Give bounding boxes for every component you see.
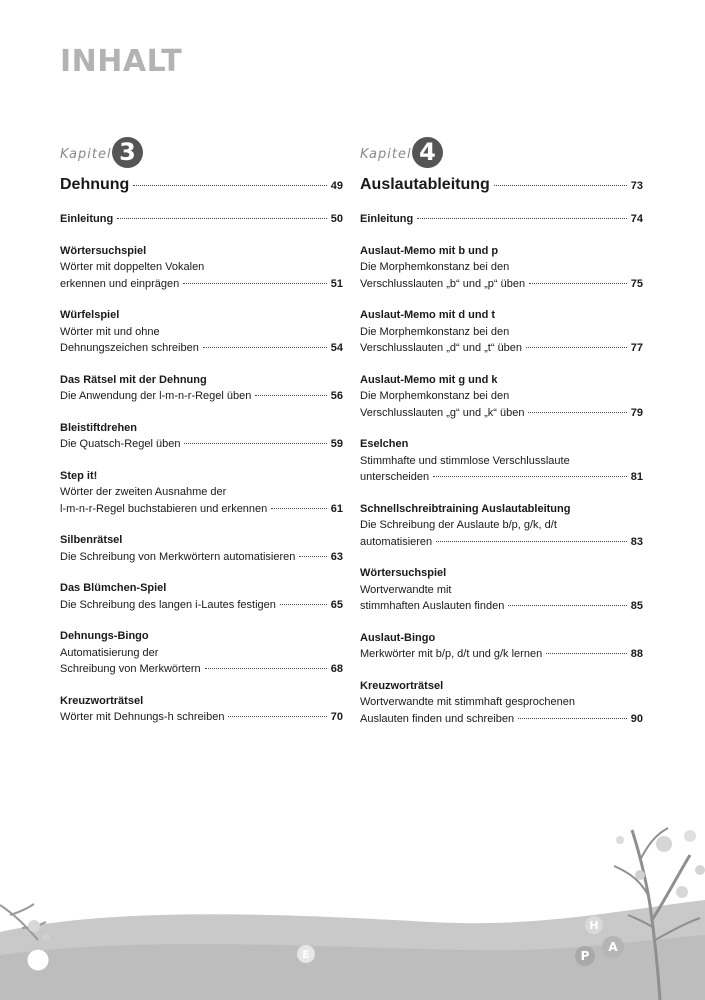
toc-entry-title: Auslaut-Memo mit b und p [360, 244, 499, 257]
toc-entry-description: Wörter mit und ohne [60, 325, 160, 338]
toc-entry[interactable] [60, 628, 343, 678]
toc-entry-title: Einleitung [60, 213, 114, 225]
toc-entry-last-line [60, 388, 343, 405]
leaf-dot [656, 836, 672, 852]
page-number: 51 [330, 277, 343, 290]
toc-entry[interactable] [60, 243, 343, 293]
toc-entry-title: Dehnungs-Bingo [60, 630, 149, 642]
toc-entries [60, 211, 343, 726]
toc-entry-title: Eselchen [360, 438, 409, 450]
page-number: 75 [630, 277, 643, 290]
toc-entry[interactable] [360, 501, 643, 551]
page-number: 54 [330, 342, 343, 354]
page-number: 81 [630, 471, 643, 483]
toc-entry[interactable] [360, 211, 643, 228]
toc-entry-description: Schreibung von Merkwörtern [60, 663, 201, 675]
toc-entry-description: Wörter mit Dehnungs-h schreiben [60, 711, 225, 723]
toc-entry-description: Auslauten finden und schreiben [360, 712, 515, 725]
page-number: 74 [630, 213, 643, 225]
toc-entry-description: Die Anwendung der l-m-n-r-Regel üben [60, 390, 252, 402]
toc-entry-description: Die Schreibung des langen i-Lautes festigen [60, 598, 276, 611]
toc-entry-description: Wortverwandte mit [360, 583, 452, 596]
toc-entries [360, 211, 643, 727]
leaf-dot [676, 886, 688, 898]
leader-dots [184, 442, 326, 444]
toc-entry[interactable] [60, 580, 343, 613]
toc-entry-title: Auslaut-Memo mit g und k [360, 373, 498, 386]
leaf-dot [27, 949, 49, 971]
toc-entry-title: Wörtersuchspiel [360, 567, 447, 579]
toc-entry-title: Kreuzworträtsel [60, 694, 144, 707]
toc-entry-title: Einleitung [360, 213, 414, 225]
toc-entry-last-line [60, 709, 343, 726]
page-title: INHALT [60, 44, 183, 79]
chapter-title-row[interactable] [60, 176, 343, 194]
leaf-dot [42, 933, 50, 941]
toc-entry-title-row [360, 211, 643, 228]
toc-entry-last-line [60, 549, 343, 566]
leader-dots [133, 184, 326, 186]
toc-entry-description: Verschlusslauten „d“ und „t“ üben [360, 342, 523, 354]
toc-entry-title: Wörtersuchspiel [60, 244, 147, 257]
chapter-badge [60, 137, 343, 171]
toc-entry-last-line [60, 597, 343, 614]
toc-entry-last-line [360, 276, 643, 293]
leader-dots [546, 652, 627, 654]
footer-illustration [0, 800, 705, 1000]
leader-dots [255, 394, 326, 396]
toc-entry[interactable] [60, 532, 343, 565]
letter-p: P [580, 949, 590, 963]
page-number: 59 [330, 438, 343, 450]
toc-entry[interactable] [360, 307, 643, 357]
toc-entry-description: stimmhaften Auslauten finden [360, 600, 505, 612]
letter-e: E [302, 948, 310, 961]
toc-entry-title-row [60, 211, 343, 228]
leader-dots [271, 507, 326, 509]
letter-bubble-h [585, 916, 603, 934]
toc-entry-title: Silbenrätsel [60, 534, 123, 546]
toc-entry-last-line [360, 598, 643, 615]
toc-column-right [360, 137, 643, 727]
toc-entry-title: Auslaut-Bingo [360, 631, 436, 644]
toc-entry-description: Merkwörter mit b/p, d/t und g/k lernen [360, 648, 543, 660]
leaf-dot [635, 870, 645, 880]
page-number: 85 [630, 600, 643, 612]
letter-bubble-a [602, 936, 624, 958]
toc-entry-last-line [60, 661, 343, 678]
leader-dots [280, 603, 327, 605]
toc-entry-description: Wortverwandte mit stimmhaft gesprochenen [360, 696, 575, 708]
toc-entry-description: automatisieren [360, 535, 433, 548]
leader-dots [205, 667, 327, 669]
leader-dots [528, 411, 626, 413]
letter-bubble-p [575, 946, 595, 966]
chapter-badge [360, 137, 643, 171]
chapter-title: Auslautableitung [360, 176, 490, 193]
chapter-title-row[interactable] [360, 176, 643, 194]
toc-entry-description: Die Quatsch-Regel üben [60, 438, 181, 450]
leader-dots [436, 540, 627, 542]
toc-entry-description: Die Morphemkonstanz bei den [360, 325, 510, 338]
toc-entry-last-line [360, 711, 643, 728]
leaf-dot [695, 865, 705, 875]
toc-entry-last-line [360, 646, 643, 663]
toc-entry-description: l-m-n-r-Regel buchstabieren und erkennen [60, 502, 268, 515]
chapter-title: Dehnung [60, 176, 130, 193]
toc-entry-description: Automatisierung der [60, 646, 159, 659]
toc-entry[interactable] [60, 468, 343, 518]
toc-entry-last-line [360, 340, 643, 357]
leader-dots [417, 217, 627, 219]
toc-entry-description: Die Schreibung von Merkwörtern automatisieren [60, 550, 296, 563]
toc-entry[interactable] [360, 243, 643, 293]
leader-dots [203, 346, 327, 348]
toc-entry-title: Das Blümchen-Spiel [60, 582, 167, 594]
toc-column-left [60, 137, 343, 726]
page-number: 61 [330, 502, 343, 515]
leader-dots [494, 184, 627, 186]
toc-entry-last-line [360, 469, 643, 486]
toc-entry-title: Bleistiftdrehen [60, 421, 138, 434]
page-number: 88 [630, 648, 643, 660]
letter-bubble-e [297, 945, 315, 963]
chapter-label: Kapitel [60, 147, 112, 162]
leader-dots [518, 717, 627, 719]
toc-entry[interactable] [360, 630, 643, 663]
leader-dots [183, 282, 326, 284]
toc-entry-title: Das Rätsel mit der Dehnung [60, 373, 207, 386]
toc-entry-description: Die Morphemkonstanz bei den [360, 390, 510, 402]
page-number: 56 [330, 390, 343, 402]
toc-entry[interactable] [360, 372, 643, 422]
toc-entry-last-line [60, 276, 343, 293]
toc-entry-description: Die Morphemkonstanz bei den [360, 261, 510, 273]
page-number: 77 [630, 342, 643, 354]
toc-entry[interactable] [60, 420, 343, 453]
toc-entry-description: Stimmhafte und stimmlose Verschlusslaute [360, 454, 570, 467]
page-number: 79 [630, 406, 643, 419]
page-number: 50 [330, 213, 343, 225]
page-number: 63 [330, 550, 343, 563]
toc-entry-description: Die Schreibung der Auslaute b/p, g/k, d/t [360, 519, 557, 531]
toc-entry-last-line [360, 534, 643, 551]
page-number: 68 [330, 663, 343, 675]
toc-entry-title: Schnellschreibtraining Auslautableitung [360, 502, 571, 515]
toc-entry-title: Step it! [60, 469, 98, 482]
letter-h: H [589, 919, 599, 932]
toc-entry-description: unterscheiden [360, 471, 430, 483]
toc-entry-last-line [60, 436, 343, 453]
toc-entry-description: Verschlusslauten „b“ und „p“ üben [360, 277, 526, 290]
chapter-number: 3 [112, 137, 143, 168]
leaf-dot [616, 836, 624, 844]
leader-dots [433, 475, 627, 477]
toc-entry-last-line [60, 501, 343, 518]
toc-entry[interactable] [60, 693, 343, 726]
toc-entry[interactable] [60, 211, 343, 228]
page-number: 49 [330, 180, 343, 192]
toc-entry[interactable] [360, 436, 643, 486]
toc-entry-last-line [60, 340, 343, 357]
toc-entry-description: Wörter mit doppelten Vokalen [60, 261, 205, 273]
toc-entry[interactable] [60, 372, 343, 405]
toc-entry[interactable] [360, 565, 643, 615]
leaf-dot [684, 830, 696, 842]
toc-entry[interactable] [60, 307, 343, 357]
leader-dots [526, 346, 627, 348]
page-number: 90 [630, 712, 643, 725]
leader-dots [117, 217, 327, 219]
toc-entry-title: Auslaut-Memo mit d und t [360, 309, 496, 321]
letter-a: A [608, 940, 618, 954]
toc-entry-title: Würfelspiel [60, 309, 120, 321]
page-number: 70 [330, 711, 343, 723]
page-number: 83 [630, 535, 643, 548]
chapter-label: Kapitel [360, 147, 412, 162]
chapter-number: 4 [412, 137, 443, 168]
toc-entry-description: erkennen und einprägen [60, 277, 180, 290]
leader-dots [529, 282, 627, 284]
leader-dots [228, 715, 326, 717]
toc-entry-description: Dehnungszeichen schreiben [60, 342, 199, 354]
leader-dots [299, 555, 326, 557]
toc-entry-title: Kreuzworträtsel [360, 679, 444, 692]
leader-dots [508, 604, 626, 606]
leaf-dot [28, 920, 40, 932]
toc-entry-description: Wörter der zweiten Ausnahme der [60, 486, 227, 498]
page-number: 65 [330, 598, 343, 611]
toc-entry-last-line [360, 405, 643, 422]
toc-entry-description: Verschlusslauten „g“ und „k“ üben [360, 406, 525, 419]
toc-entry[interactable] [360, 678, 643, 728]
page-number: 73 [630, 180, 643, 192]
